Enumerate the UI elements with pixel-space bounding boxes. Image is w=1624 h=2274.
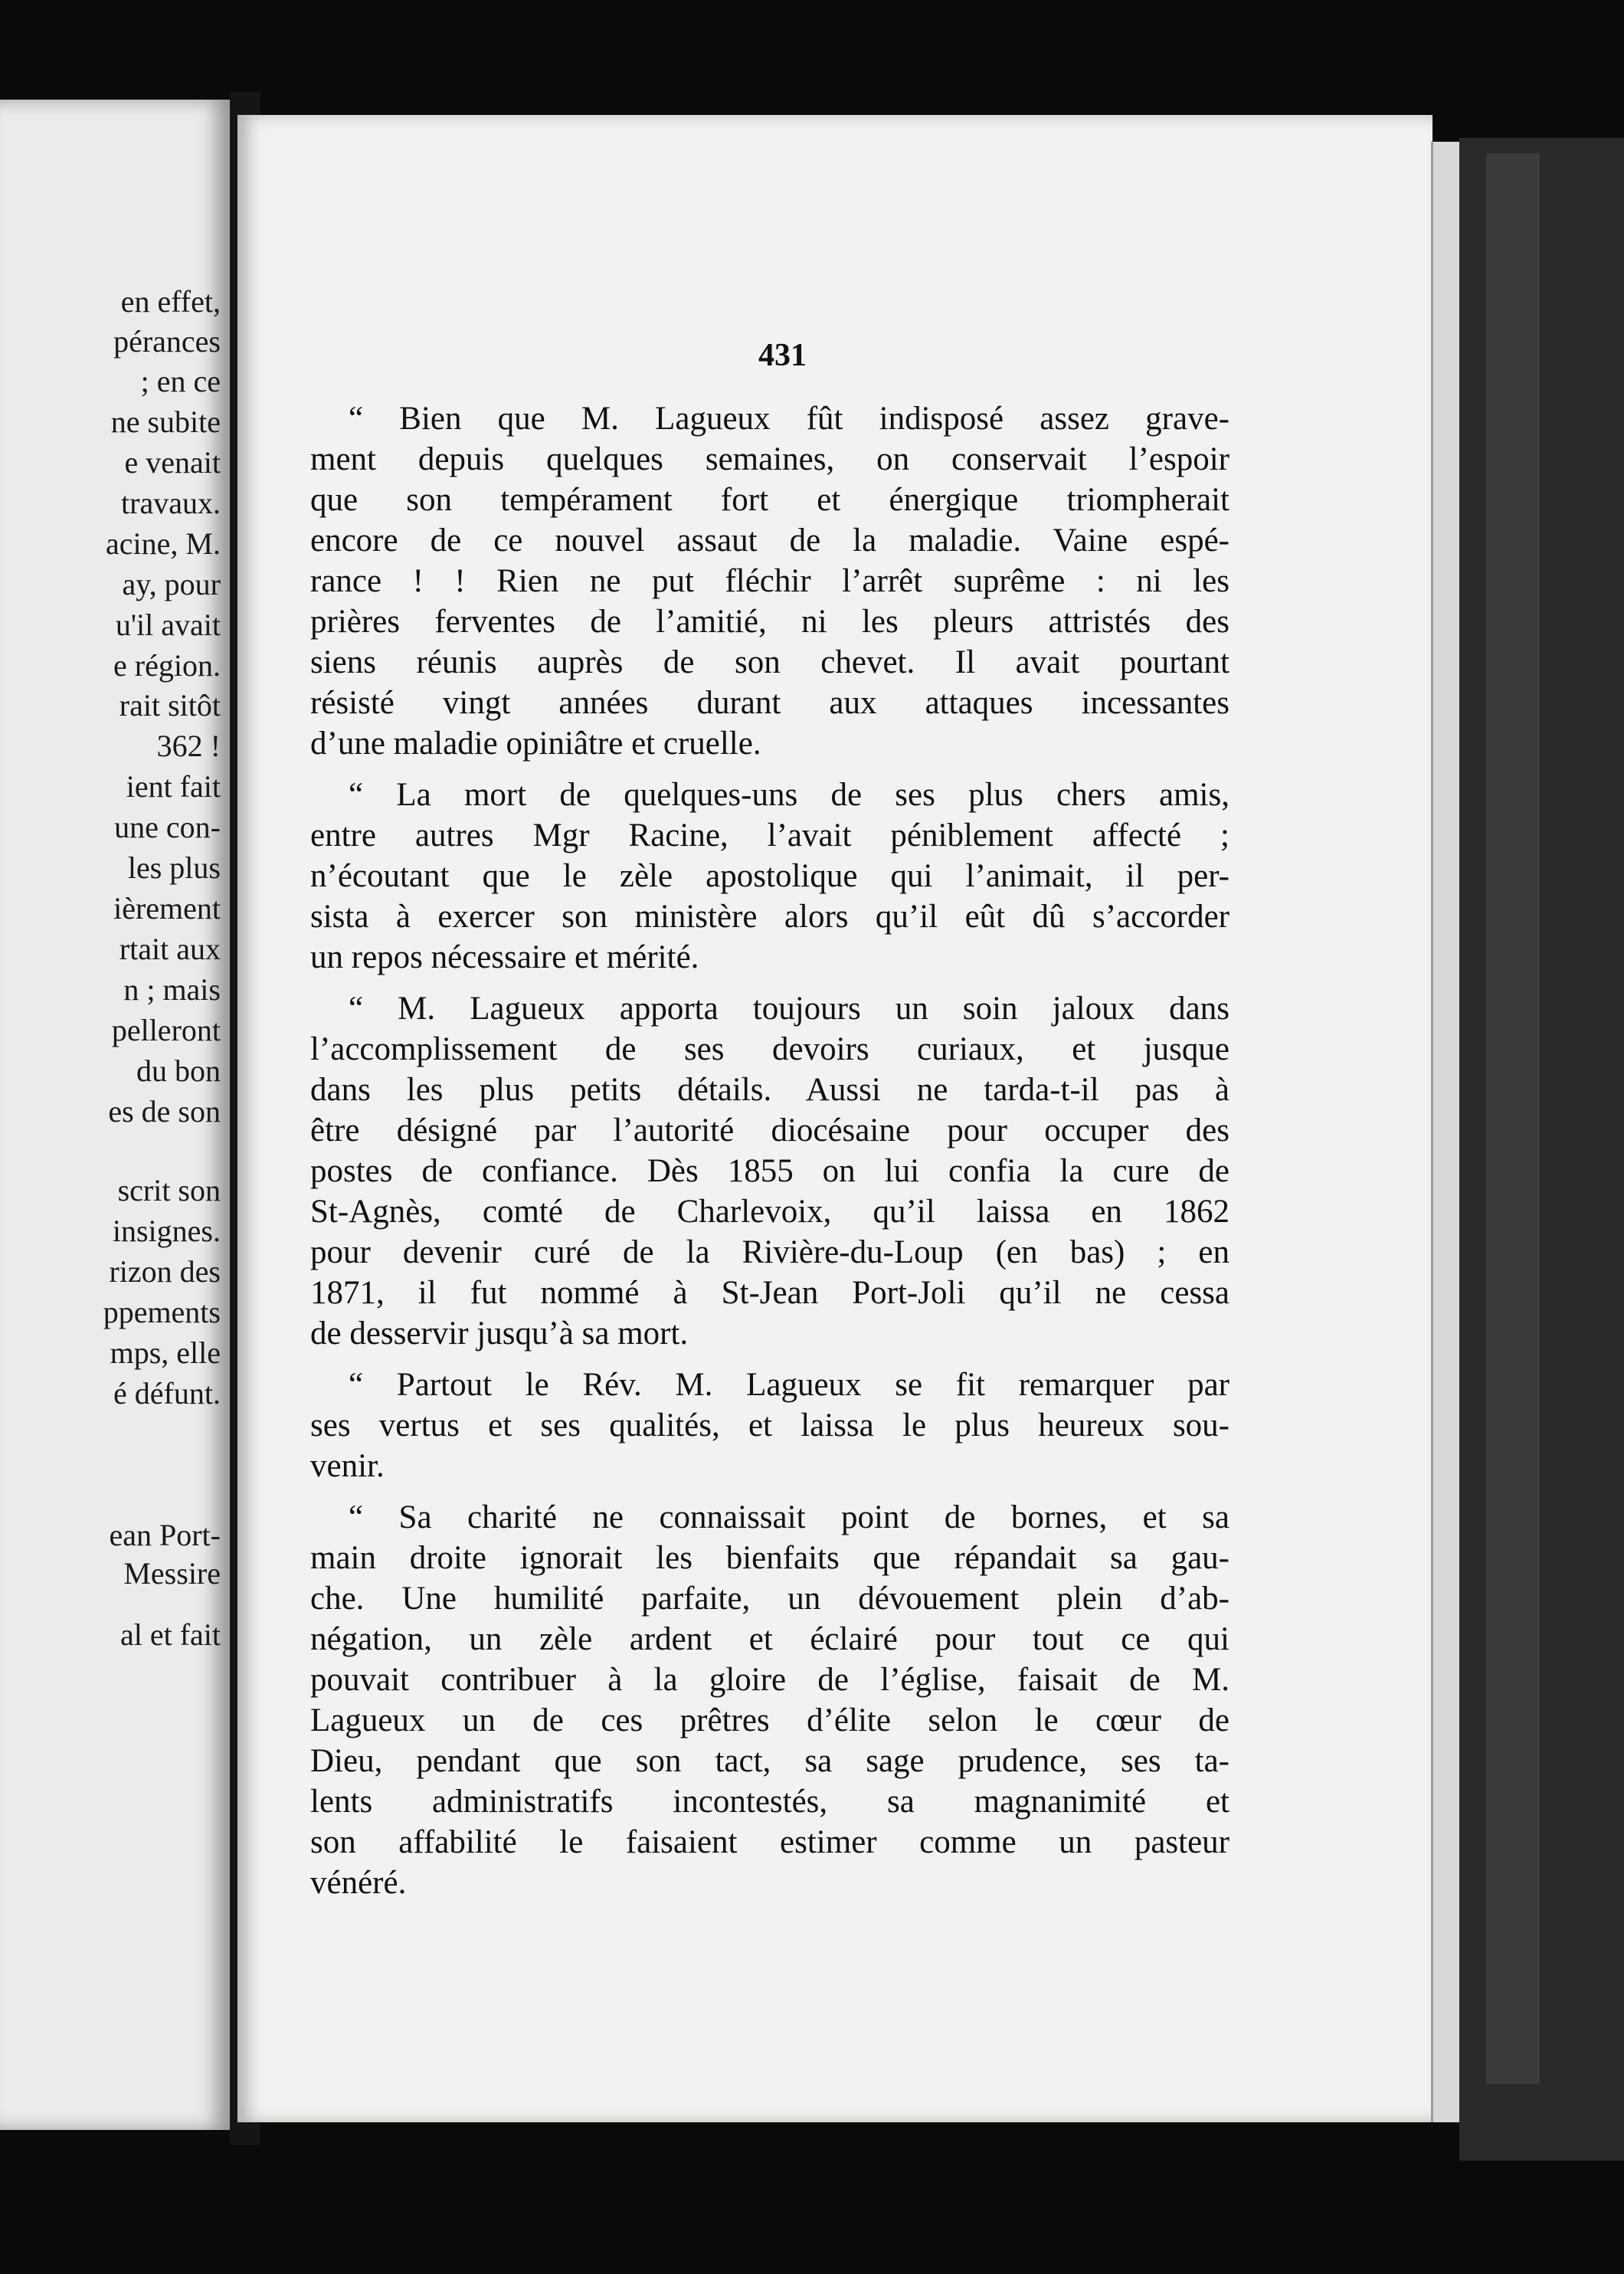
- left-page: [0, 100, 230, 2130]
- text-line: sista à exercer son ministère alors qu’il eût dû s’accorder: [310, 899, 1229, 935]
- left-page-fragment: 362 !: [156, 729, 221, 763]
- text-line: “ Partout le Rév. M. Lagueux se fit remarquer par: [349, 1367, 1229, 1403]
- left-page-fragment: ne subite: [110, 405, 221, 439]
- left-page-fragment: ppements: [103, 1295, 221, 1329]
- left-page-fragment: ean Port-: [109, 1518, 221, 1552]
- left-page-fragment: pelleront: [111, 1013, 221, 1047]
- text-line: que son tempérament fort et énergique triompherait: [310, 482, 1229, 518]
- left-page-fragment: ient fait: [126, 769, 221, 804]
- left-page-fragment: rait sitôt: [119, 688, 221, 723]
- left-page-fragment: pérances: [113, 324, 221, 359]
- left-page-fragment: ièrement: [113, 891, 221, 926]
- text-line: pour devenir curé de la Rivière-du-Loup (en bas) ; en: [310, 1234, 1229, 1270]
- text-line: l’accomplissement de ses devoirs curiaux, et jusque: [310, 1031, 1229, 1067]
- text-line: d’une maladie opiniâtre et cruelle.: [310, 726, 761, 762]
- paragraph: [310, 398, 1229, 764]
- text-line: encore de ce nouvel assaut de la maladie. Vaine espé-: [310, 523, 1229, 559]
- text-line: résisté vingt années durant aux attaques incessantes: [310, 685, 1229, 721]
- left-page-fragment: une con-: [114, 810, 221, 844]
- text-line: rance ! ! Rien ne put fléchir l’arrêt suprême : ni les: [310, 563, 1229, 599]
- text-line: postes de confiance. Dès 1855 on lui confia la cure de: [310, 1153, 1229, 1189]
- left-page-fragment: n ; mais: [123, 972, 221, 1007]
- text-line: “ M. Lagueux apporta toujours un soin jaloux dans: [349, 991, 1229, 1027]
- text-line: négation, un zèle ardent et éclairé pour tout ce qui: [310, 1621, 1229, 1657]
- paragraph: [310, 1365, 1229, 1486]
- paragraph: [310, 1497, 1229, 1903]
- text-line: un repos nécessaire et mérité.: [310, 939, 699, 975]
- left-page-fragment: mps, elle: [110, 1335, 221, 1370]
- left-page-fragment: e région.: [113, 648, 221, 683]
- left-page-fragment: scrit son: [117, 1173, 221, 1207]
- background-band: [1459, 138, 1624, 2161]
- text-line: entre autres Mgr Racine, l’avait péniblement affecté ;: [310, 818, 1229, 854]
- text-line: “ La mort de quelques-uns de ses plus chers amis,: [349, 777, 1229, 813]
- text-line: “ Bien que M. Lagueux fût indisposé assez grave-: [349, 401, 1229, 437]
- body-text: [310, 398, 1229, 1903]
- left-page-fragment: insignes.: [112, 1214, 221, 1248]
- text-line: St-Agnès, comté de Charlevoix, qu’il laissa en 1862: [310, 1194, 1229, 1230]
- text-line: pouvait contribuer à la gloire de l’église, faisait de M.: [310, 1662, 1229, 1698]
- left-page-fragment: é défunt.: [113, 1376, 221, 1411]
- text-line: prières ferventes de l’amitié, ni les pleurs attristés des: [310, 604, 1229, 640]
- left-page-fragment: acine, M.: [106, 526, 221, 561]
- left-page-fragment: rtait aux: [119, 932, 221, 966]
- left-page-fragment: les plus: [127, 850, 221, 885]
- paragraph-gap: [310, 1486, 1229, 1497]
- paragraph-gap: [310, 1354, 1229, 1365]
- text-line: lents administratifs incontestés, sa magnanimité et: [310, 1784, 1229, 1820]
- left-page-fragment: ; en ce: [140, 364, 221, 398]
- paragraph-gap: [310, 978, 1229, 988]
- left-page-fragment: al et fait: [120, 1617, 221, 1652]
- left-page-fragment: travaux.: [121, 486, 221, 520]
- text-line: Lagueux un de ces prêtres d’élite selon le cœur de: [310, 1702, 1229, 1738]
- text-line: de desservir jusqu’à sa mort.: [310, 1316, 689, 1352]
- left-page-fragment: ay, pour: [122, 567, 221, 601]
- paragraph: [310, 775, 1229, 978]
- text-line: ment depuis quelques semaines, on conservait l’espoir: [310, 441, 1229, 477]
- left-page-fragment: u'il avait: [115, 608, 221, 642]
- background-band-inner: [1486, 153, 1540, 2084]
- text-line: dans les plus petits détails. Aussi ne tarda-t-il pas à: [310, 1072, 1229, 1108]
- text-line: être désigné par l’autorité diocésaine pour occuper des: [310, 1112, 1229, 1148]
- page-edge: [1431, 142, 1461, 2122]
- paragraph-gap: [310, 764, 1229, 775]
- text-line: ses vertus et ses qualités, et laissa le plus heureux sou-: [310, 1407, 1229, 1443]
- text-line: son affabilité le faisaient estimer comme un pasteur: [310, 1824, 1229, 1860]
- left-page-fragment: e venait: [124, 445, 221, 480]
- paragraph: [310, 988, 1229, 1354]
- text-line: siens réunis auprès de son chevet. Il avait pourtant: [310, 644, 1229, 680]
- page-number: 431: [758, 338, 807, 373]
- text-line: n’écoutant que le zèle apostolique qui l’animait, il per-: [310, 858, 1229, 894]
- left-page-fragment: es de son: [108, 1094, 221, 1129]
- text-line: che. Une humilité parfaite, un dévouement plein d’ab-: [310, 1581, 1229, 1617]
- text-line: main droite ignorait les bienfaits que répandait sa gau-: [310, 1540, 1229, 1576]
- text-line: Dieu, pendant que son tact, sa sage prudence, ses ta-: [310, 1743, 1229, 1779]
- left-page-fragment: rizon des: [109, 1254, 221, 1289]
- left-page-fragment: Messire: [123, 1556, 221, 1591]
- left-page-fragment: en effet,: [120, 284, 221, 319]
- text-line: 1871, il fut nommé à St-Jean Port-Joli qu’il ne cessa: [310, 1275, 1229, 1311]
- text-line: “ Sa charité ne connaissait point de bornes, et sa: [349, 1499, 1229, 1535]
- text-line: venir.: [310, 1448, 385, 1484]
- text-line: vénéré.: [310, 1865, 407, 1901]
- left-page-fragment: du bon: [136, 1053, 221, 1088]
